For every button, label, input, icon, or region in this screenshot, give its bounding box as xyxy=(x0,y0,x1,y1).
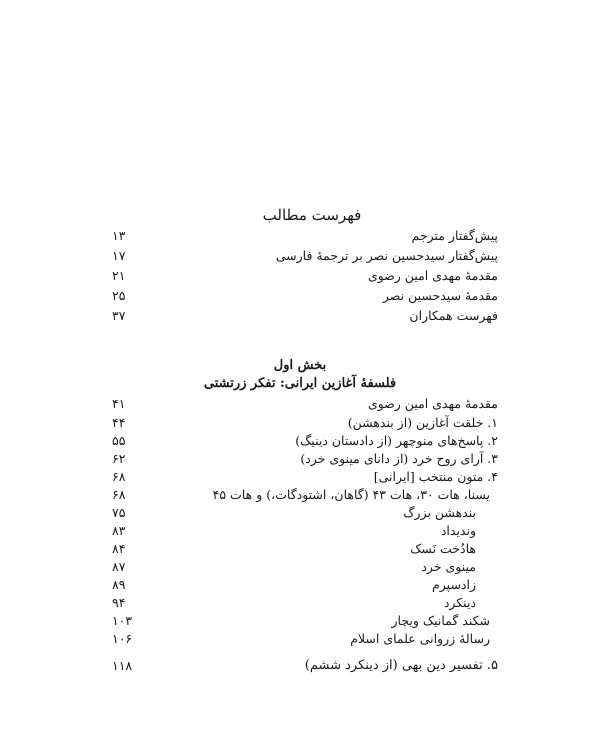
entry-page: ۳۷ xyxy=(112,308,126,323)
toc-entry[interactable] xyxy=(112,593,498,613)
entry-page: ۱۰۳ xyxy=(112,613,133,628)
entry-label: ۲. پاسخ‌های منوچهر (از دادستان دینیگ) xyxy=(295,433,498,448)
entry-label: ۴. متون منتخب [ایرانی] xyxy=(373,469,498,484)
part-heading xyxy=(0,358,600,373)
part-subheading-text: فلسفهٔ آغازین ایرانی: تفکر زرتشتی xyxy=(203,376,397,391)
entry-label: هادُخت نَسک xyxy=(410,541,476,556)
toc-entry[interactable] xyxy=(112,394,498,414)
entry-label: ۵. تفسیر دین بهی (از دینکرد ششم) xyxy=(304,658,498,673)
entry-label: پیش‌گفتار مترجم xyxy=(411,228,498,243)
toc-title-text: فهرست مطالب xyxy=(262,206,362,224)
entry-page: ۵۵ xyxy=(112,433,126,448)
part-heading-text: بخش اول xyxy=(273,358,327,373)
toc-entry[interactable] xyxy=(112,656,498,676)
toc-entry[interactable] xyxy=(112,467,498,487)
entry-label: یسنا، هات ۳۰، هات ۴۳ (گاهان، اشتودگات،) و هات ۴۵ xyxy=(212,487,490,502)
entry-page: ۴۴ xyxy=(112,415,126,430)
entry-page: ۶۸ xyxy=(112,469,126,484)
entry-page: ۱۱۸ xyxy=(112,658,133,673)
toc-entry[interactable] xyxy=(112,413,498,433)
entry-label: زادسپرم xyxy=(432,577,476,592)
toc-title xyxy=(0,206,600,224)
entry-label: دینکرد xyxy=(443,595,476,610)
entry-label: مقدمهٔ سیدحسین نصر xyxy=(382,288,498,303)
entry-page: ۲۵ xyxy=(112,288,126,303)
entry-label: ۳. آرای روح خرد (از دانای مینوی خرد) xyxy=(300,451,498,466)
entry-page: ۲۱ xyxy=(112,268,126,283)
entry-label: پیش‌گفتار سیدحسین نصر بر ترجمهٔ فارسی xyxy=(275,248,498,263)
toc-entry[interactable] xyxy=(112,521,498,541)
toc-entry[interactable] xyxy=(112,611,498,631)
entry-page: ۹۴ xyxy=(112,595,126,610)
entry-page: ۱۰۶ xyxy=(112,631,133,646)
entry-page: ۱۳ xyxy=(112,228,126,243)
toc-entry[interactable] xyxy=(112,449,498,469)
entry-page: ۸۳ xyxy=(112,523,126,538)
entry-label: مقدمهٔ مهدی امین رضوی xyxy=(367,396,498,411)
entry-label: شکند گمانیک ویچار xyxy=(391,613,490,628)
entry-label: بندهشن بزرگ xyxy=(403,505,476,520)
toc-entry[interactable] xyxy=(112,431,498,451)
entry-page: ۶۸ xyxy=(112,487,126,502)
entry-page: ۸۷ xyxy=(112,559,126,574)
entry-label: ۱. خلقت آغازین (از بندهشن) xyxy=(347,415,498,430)
entry-label: وندیداد xyxy=(440,523,476,538)
entry-label: رسالهٔ زروانی علمای اسلام xyxy=(350,631,490,646)
toc-entry[interactable] xyxy=(112,226,498,246)
entry-page: ۱۷ xyxy=(112,248,126,263)
toc-entry[interactable] xyxy=(112,629,498,649)
toc-entry[interactable] xyxy=(112,485,498,505)
toc-entry[interactable] xyxy=(112,503,498,523)
entry-page: ۷۵ xyxy=(112,505,126,520)
toc-entry[interactable] xyxy=(112,266,498,286)
entry-page: ۶۲ xyxy=(112,451,126,466)
toc-entry[interactable] xyxy=(112,246,498,266)
entry-label: فهرست همکاران xyxy=(409,308,498,323)
toc-entry[interactable] xyxy=(112,286,498,306)
entry-label: مقدمهٔ مهدی امین رضوی xyxy=(367,268,498,283)
toc-entry[interactable] xyxy=(112,575,498,595)
toc-entry[interactable] xyxy=(112,557,498,577)
toc-entry[interactable] xyxy=(112,539,498,559)
entry-page: ۸۴ xyxy=(112,541,126,556)
toc-entry[interactable] xyxy=(112,306,498,326)
entry-page: ۴۱ xyxy=(112,396,126,411)
part-subheading xyxy=(0,376,600,391)
entry-label: مینوی خرد xyxy=(421,559,476,574)
entry-page: ۸۹ xyxy=(112,577,126,592)
